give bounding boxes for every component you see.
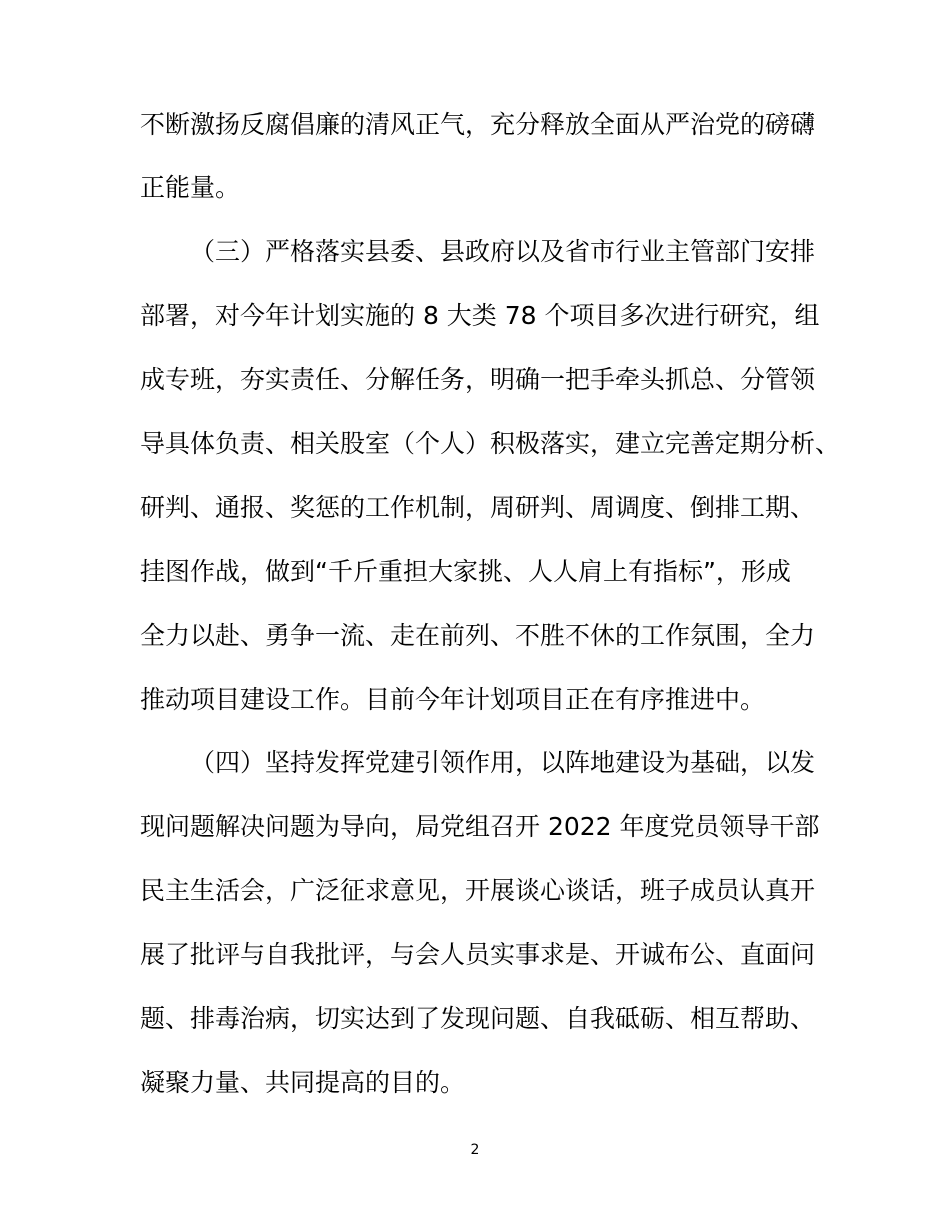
text-line: 现问题解决问题为导向，局党组召开 2022 年度党员领导干部: [140, 812, 820, 841]
text-line: 不断激扬反腐倡廉的清风正气，充分释放全面从严治党的磅礴: [140, 110, 816, 139]
text-line: 全力以赴、勇争一流、走在前列、不胜不休的工作氛围，全力: [140, 621, 816, 650]
paragraph-heading-3: （三）严格落实县委、县政府以及省市行业主管部门安排: [190, 237, 816, 266]
text-line: 导具体负责、相关股室（个人）积极落实，建立完善定期分析、: [140, 429, 841, 458]
text-line: 研判、通报、奖惩的工作机制，周研判、周调度、倒排工期、: [140, 493, 816, 522]
paragraph-heading-4: （四）坚持发挥党建引领作用，以阵地建设为基础，以发: [190, 748, 816, 777]
text-line: 题、排毒治病，切实达到了发现问题、自我砥砺、相互帮助、: [140, 1004, 816, 1033]
page-number: 2: [470, 1142, 480, 1158]
text-line: 展了批评与自我批评，与会人员实事求是、开诚布公、直面问: [140, 940, 816, 969]
text-line: 部署，对今年计划实施的 8 大类 78 个项目多次进行研究，组: [140, 301, 820, 330]
text-line: 挂图作战，做到“千斤重担大家挑、人人肩上有指标”，形成: [140, 557, 791, 586]
text-line: 正能量。: [140, 173, 241, 202]
text-line: 推动项目建设工作。目前今年计划项目正在有序推进中。: [140, 685, 766, 714]
text-line: 成专班，夯实责任、分解任务，明确一把手牵头抓总、分管领: [140, 365, 816, 394]
text-line: 凝聚力量、共同提高的目的。: [140, 1068, 466, 1097]
text-line: 民主生活会，广泛征求意见，开展谈心谈话，班子成员认真开: [140, 876, 816, 905]
